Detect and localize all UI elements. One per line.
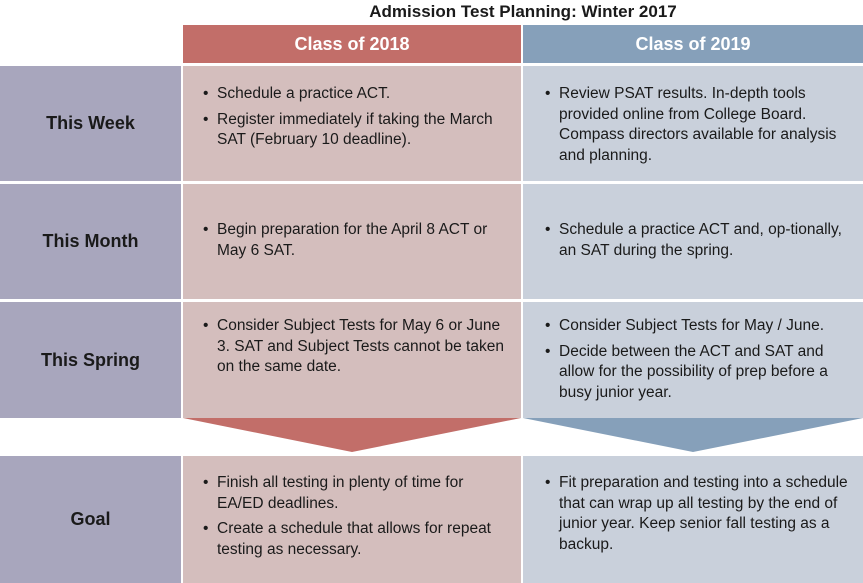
cell-this-spring-class-2018 bbox=[183, 302, 521, 418]
row-label-this-month: This Month bbox=[0, 184, 181, 299]
cell-this-month-class-2018 bbox=[183, 184, 521, 299]
row-label-this-week: This Week bbox=[0, 66, 181, 181]
list-item: • Schedule a practice ACT and, op-tionally, an SAT during the spring. bbox=[559, 220, 851, 261]
list-item: • Review PSAT results. In-depth tools provided online from College Board. Compass directors available for analysis and planning. bbox=[559, 84, 851, 166]
chart-title: Admission Test Planning: Winter 2017 bbox=[369, 2, 677, 21]
cell-this-spring-class-2019 bbox=[523, 302, 863, 418]
cell-goal-class-2019 bbox=[523, 456, 863, 583]
list-item: • Begin preparation for the April 8 ACT or May 6 SAT. bbox=[217, 220, 509, 261]
list-item: • Register immediately if taking the March SAT (February 10 deadline). bbox=[217, 110, 509, 151]
list-item: • Finish all testing in plenty of time for EA/ED deadlines. bbox=[217, 473, 509, 514]
row-label-this-spring: This Spring bbox=[0, 302, 181, 418]
column-header-class-2018: Class of 2018 bbox=[183, 25, 521, 63]
list-item: • Consider Subject Tests for May / June. bbox=[559, 316, 851, 337]
list-item: • Create a schedule that allows for repeat testing as necessary. bbox=[217, 519, 509, 560]
row-label-goal: Goal bbox=[0, 456, 181, 583]
list-item: • Consider Subject Tests for May 6 or June 3. SAT and Subject Tests cannot be taken on the same date. bbox=[217, 316, 509, 378]
cell-goal-class-2018 bbox=[183, 456, 521, 583]
down-arrow-class-2019 bbox=[523, 418, 863, 452]
cell-this-month-class-2019 bbox=[523, 184, 863, 299]
column-header-class-2019: Class of 2019 bbox=[523, 25, 863, 63]
cell-this-week-class-2018 bbox=[183, 66, 521, 181]
list-item: • Fit preparation and testing into a schedule that can wrap up all testing by the end of junior year. Keep senior fall testing as a backup. bbox=[559, 473, 851, 555]
list-item: • Decide between the ACT and SAT and allow for the possibility of prep before a busy junior year. bbox=[559, 342, 851, 404]
down-arrow-class-2018 bbox=[183, 418, 521, 452]
cell-this-week-class-2019 bbox=[523, 66, 863, 181]
list-item: • Schedule a practice ACT. bbox=[217, 84, 509, 105]
